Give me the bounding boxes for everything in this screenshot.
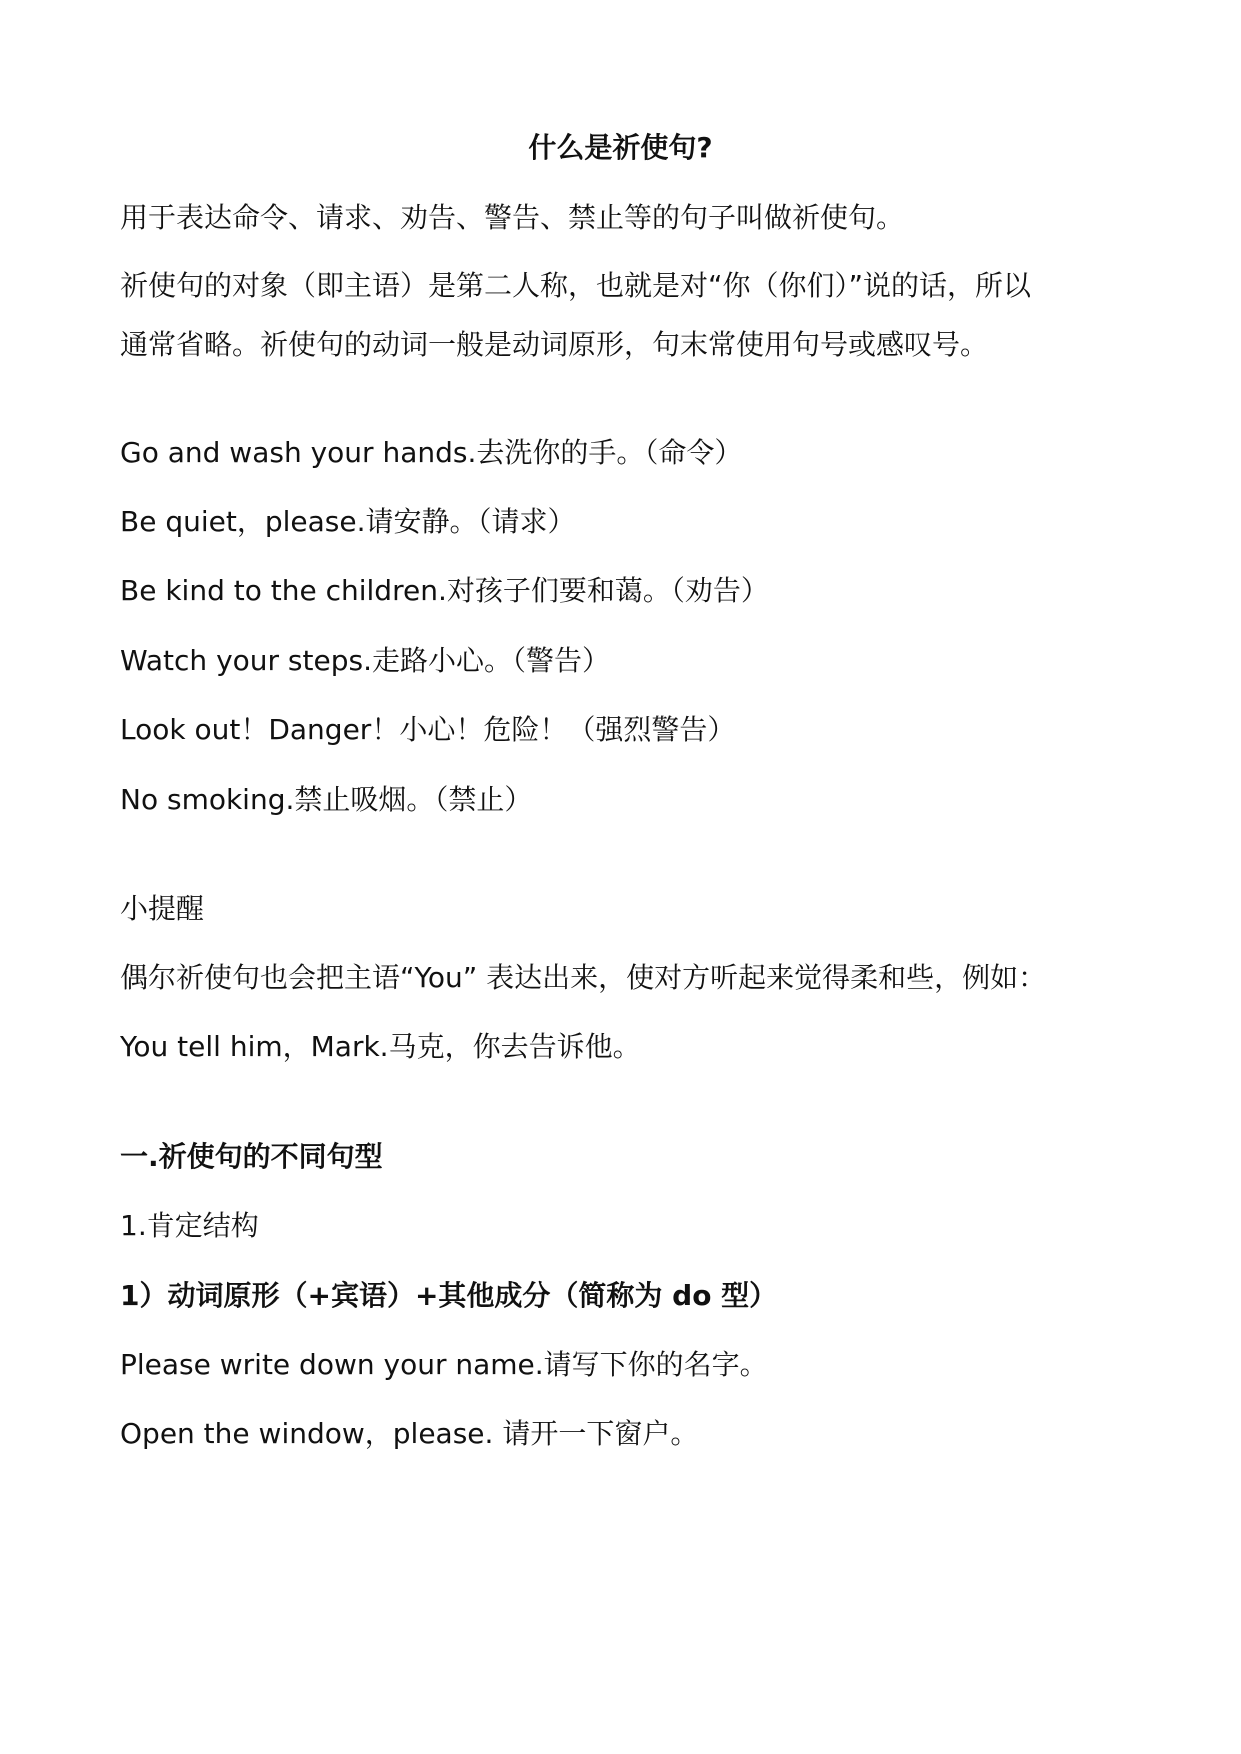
example-request: Be quiet，please.请安静。（请求）	[120, 505, 576, 538]
pattern-example-1: Please write down your name.请写下你的名字。	[120, 1348, 768, 1381]
tip-text: 偶尔祈使句也会把主语“You” 表达出来，使对方听起来觉得柔和些，例如：	[120, 961, 1047, 994]
page-title: 什么是祈使句?	[528, 131, 713, 164]
example-advice: Be kind to the children.对孩子们要和蔼。（劝告）	[120, 574, 769, 607]
example-strong-warning: Look out！Danger！小心！危险！（强烈警告）	[120, 713, 736, 746]
tip-example: You tell him，Mark.马克，你去告诉他。	[120, 1030, 641, 1063]
example-command: Go and wash your hands.去洗你的手。（命令）	[120, 436, 743, 469]
pattern-heading: 1）动词原形（+宾语）+其他成分（简称为 do 型）	[120, 1279, 778, 1312]
intro-paragraph-2-line-1: 祈使句的对象（即主语）是第二人称，也就是对“你（你们）”说的话，所以	[120, 269, 1032, 302]
pattern-example-2: Open the window，please. 请开一下窗户。	[120, 1417, 699, 1450]
section-subheading: 1.肯定结构	[120, 1209, 259, 1242]
intro-paragraph-2-line-2: 通常省略。祈使句的动词一般是动词原形，句末常使用句号或感叹号。	[120, 328, 989, 361]
tip-heading: 小提醒	[120, 892, 205, 925]
example-prohibition: No smoking.禁止吸烟。（禁止）	[120, 783, 533, 816]
example-warning: Watch your steps.走路小心。（警告）	[120, 644, 610, 677]
section-heading: 一.祈使句的不同句型	[120, 1140, 383, 1173]
intro-paragraph-1: 用于表达命令、请求、劝告、警告、禁止等的句子叫做祈使句。	[120, 201, 905, 234]
